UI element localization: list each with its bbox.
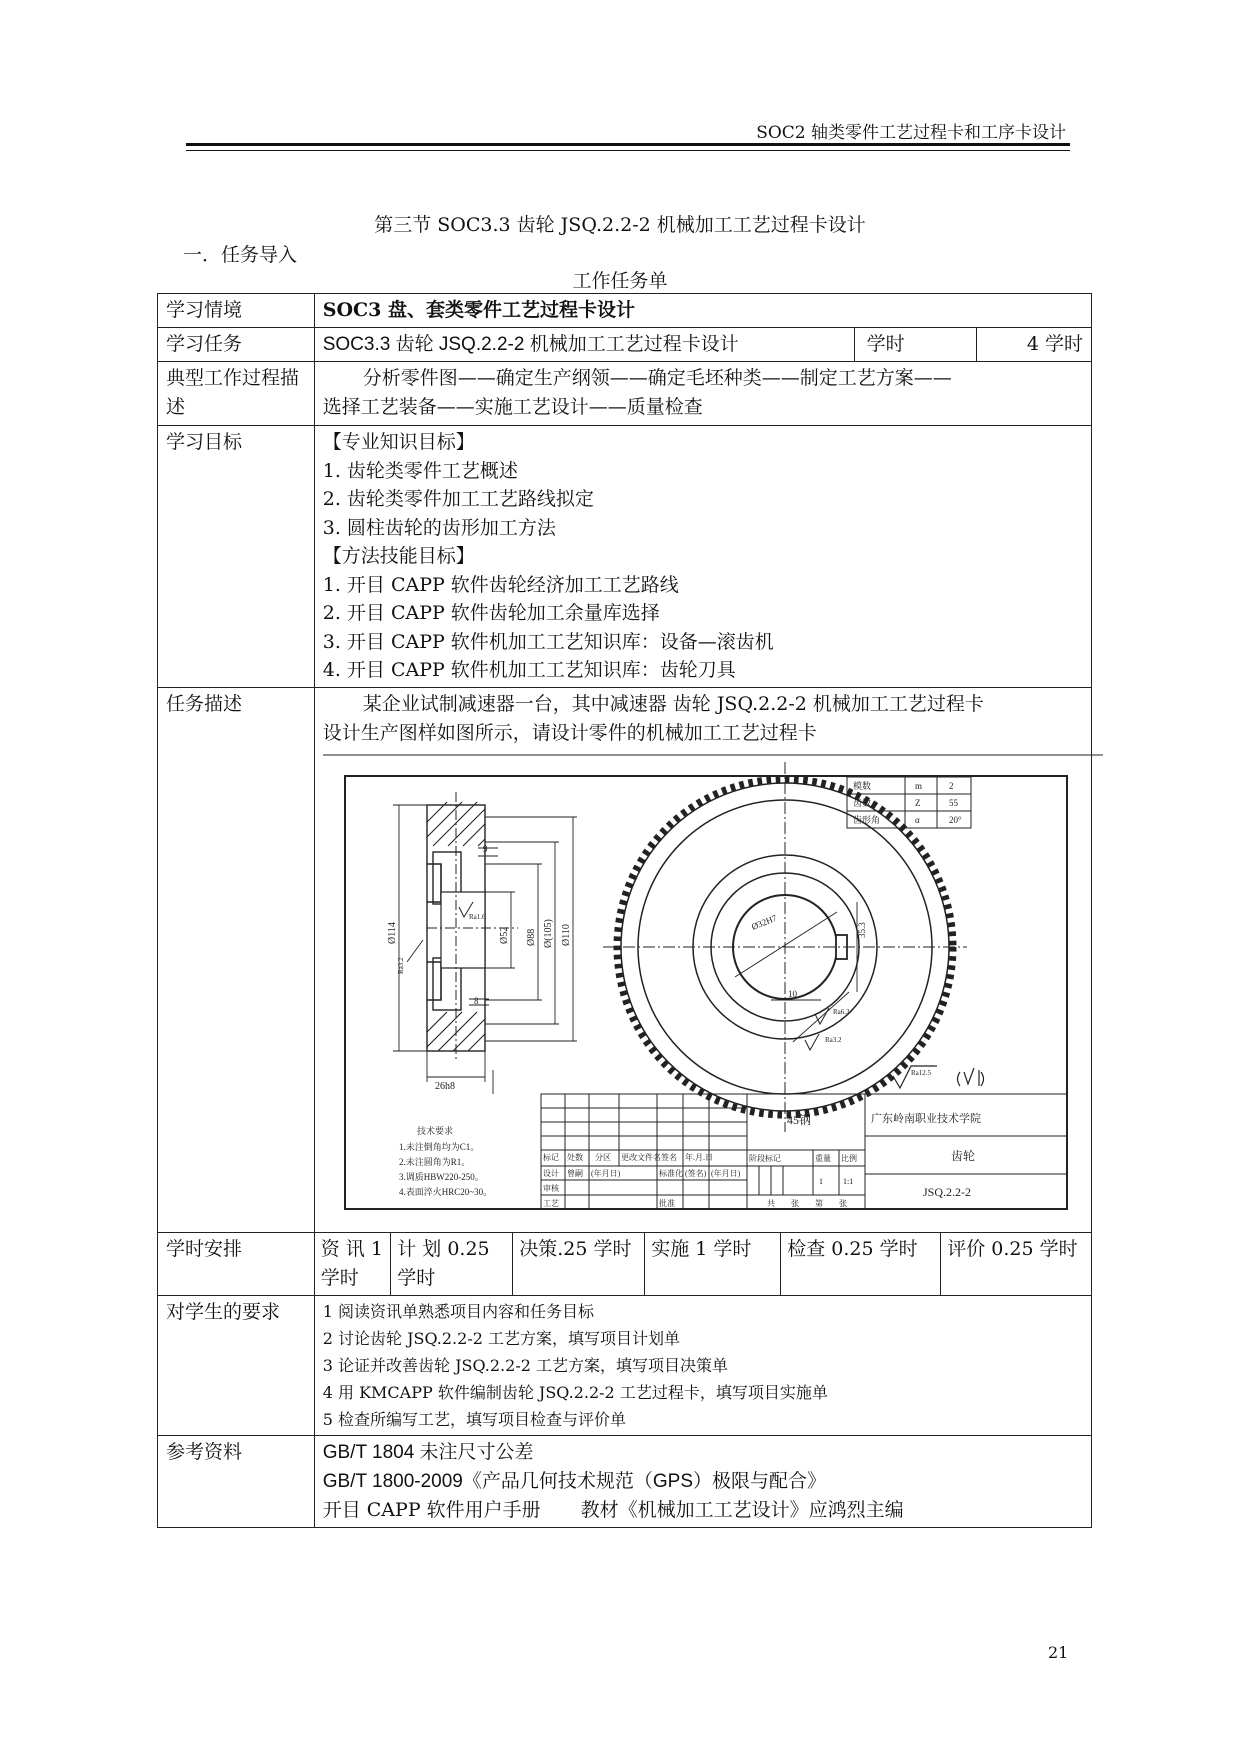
header-rule-thin — [186, 150, 1070, 151]
row-goals — [158, 426, 1092, 688]
param-value: 20° — [948, 814, 962, 825]
tb-craft: 工艺 — [542, 1198, 559, 1208]
reference-item: 教材《机械加工工艺设计》应鸿烈主编 — [580, 1498, 904, 1521]
dim-d52: Ø52 — [498, 926, 510, 944]
hours-label: 学时 — [854, 328, 976, 362]
tech-note: 4.表面淬火HRC20~30。 — [398, 1186, 492, 1197]
row-references — [158, 1435, 1092, 1527]
general-roughness — [893, 1066, 984, 1088]
tb-design: 设计 — [542, 1168, 559, 1178]
tb-design: (签名) — [684, 1168, 707, 1178]
tb-design: (年月日) — [710, 1168, 741, 1178]
row-requirements — [158, 1295, 1092, 1435]
tb-scale: 1:1 — [842, 1176, 853, 1186]
tb-material: 45钢 — [786, 1112, 811, 1127]
tech-note: 2.未注圆角为R1。 — [398, 1156, 470, 1167]
row-label: 参考资料 — [158, 1435, 315, 1527]
tb-sheets: 第 — [814, 1198, 823, 1208]
description-line: 某企业试制减速器一台，其中减速器 齿轮 JSQ.2.2-2 机械加工工艺过程卡 — [362, 692, 984, 715]
roughness-label: Ra12.5 — [910, 1068, 931, 1077]
schedule-item: 评价 0.25 学时 — [941, 1233, 1091, 1295]
roughness-label: Ra3.2 — [396, 956, 405, 974]
skill-header: 【方法技能目标】 — [322, 545, 475, 567]
description-line: 设计生产图样如图所示，请设计零件的机械加工工艺过程卡 — [322, 721, 817, 744]
dim-keyway: 8 — [473, 995, 479, 1006]
row-label: 任务描述 — [158, 687, 315, 1232]
tb-part: 齿轮 — [950, 1148, 975, 1163]
row-situation — [158, 294, 1092, 328]
requirement-item: 4 用 KMCAPP 软件编制齿轮 JSQ.2.2-2 工艺过程卡，填写项目实施单 — [322, 1382, 828, 1402]
reference-item: GB/T 1804 未注尺寸公差 — [322, 1441, 534, 1463]
schedule-item: 资 讯 1 学时 — [320, 1237, 383, 1289]
param-symbol: Z — [914, 797, 921, 808]
tb-stage: 比例 — [840, 1153, 857, 1163]
dim-d114: Ø114 — [386, 921, 398, 944]
dim-keyway-width: 10 — [787, 988, 797, 999]
row-label: 学习情境 — [158, 294, 315, 328]
dim-w26: 26h8 — [434, 1080, 455, 1092]
situation-value: SOC3 盘、套类零件工艺过程卡设计 — [314, 294, 1091, 328]
tb-col-label: 签名 — [660, 1152, 677, 1162]
knowledge-header: 【专业知识目标】 — [322, 431, 475, 453]
row-description — [158, 687, 1092, 1232]
requirement-item: 5 检查所编写工艺，填写项目检查与评价单 — [322, 1409, 627, 1429]
param-label: 齿形角 — [852, 814, 880, 825]
schedule-item: 实施 1 学时 — [645, 1233, 781, 1295]
skill-item: 1. 开目 CAPP 软件齿轮经济加工工艺路线 — [322, 573, 679, 596]
schedule-item: 决策.25 学时 — [513, 1233, 645, 1295]
tb-design: (年月日) — [590, 1168, 621, 1178]
reference-item: 开目 CAPP 软件用户手册 — [322, 1498, 541, 1521]
param-value: 55 — [948, 797, 958, 808]
tb-company: 广东岭南职业技术学院 — [870, 1112, 981, 1125]
row-schedule — [158, 1232, 1092, 1295]
page-number: 21 — [1048, 1643, 1069, 1662]
task-value: SOC3.3 齿轮 JSQ.2.2-2 机械加工工艺过程卡设计 — [314, 328, 854, 362]
schedule-item: 检查 0.25 学时 — [781, 1233, 941, 1295]
table-caption: 工作任务单 — [572, 270, 668, 292]
knowledge-item: 2. 齿轮类零件加工工艺路线拟定 — [322, 488, 594, 510]
title-block — [541, 1094, 1067, 1209]
row-process — [158, 362, 1092, 426]
knowledge-item: 3. 圆柱齿轮的齿形加工方法 — [322, 516, 556, 539]
row-label: 对学生的要求 — [158, 1295, 315, 1435]
header-rule-thick — [186, 143, 1070, 146]
tb-col-label: 标记 — [542, 1152, 559, 1162]
skill-item: 4. 开目 CAPP 软件机加工工艺知识库：齿轮刀具 — [322, 659, 736, 681]
dim-d110: Ø110 — [560, 923, 572, 946]
tb-approve: 批准 — [658, 1198, 675, 1208]
roughness-label: Ra3.2 — [824, 1035, 842, 1044]
gear-drawing — [323, 752, 1103, 1230]
tb-sheets: 张 — [838, 1198, 847, 1208]
tb-design: 曾嗣 — [566, 1168, 583, 1178]
schedule-item: 计 划 0.25 学时 — [391, 1233, 513, 1295]
intro-heading: 一．任务导入 — [183, 244, 298, 266]
row-task — [158, 328, 1092, 362]
tb-col-label: 年.月.日 — [684, 1152, 713, 1162]
roughness-label: Ra1.6 — [468, 912, 486, 921]
task-table — [157, 293, 1092, 1528]
goals-cell — [314, 426, 1091, 688]
tb-weight: 1 — [818, 1176, 823, 1186]
tb-col-label: 分区 — [594, 1152, 611, 1162]
running-header: SOC2 轴类零件工艺过程卡和工序卡设计 — [756, 123, 1066, 143]
tb-code: JSQ.2.2-2 — [922, 1184, 971, 1199]
param-label: 模数 — [852, 780, 871, 791]
process-line: 分析零件图——确定生产纲领——确定毛坯种类——制定工艺方案—— — [362, 367, 952, 389]
tb-stage: 重量 — [814, 1153, 831, 1163]
param-label: 齿数 — [852, 797, 871, 808]
requirement-item: 1 阅读资讯单熟悉项目内容和任务目标 — [322, 1301, 595, 1321]
dim-d105: Ø(105) — [542, 918, 554, 948]
dim-d88: Ø88 — [525, 928, 537, 946]
references-cell — [314, 1435, 1091, 1527]
knowledge-item: 1. 齿轮类零件工艺概述 — [322, 459, 518, 482]
tb-sheets: 张 — [790, 1198, 799, 1208]
param-symbol: α — [914, 814, 920, 825]
process-description — [314, 362, 1091, 426]
roughness-label: Ra6.3 — [832, 1007, 850, 1016]
tb-col-label: 处数 — [566, 1152, 583, 1162]
param-value: 2 — [948, 780, 954, 791]
dim-bore: Ø32H7 — [749, 912, 779, 932]
tb-review: 审核 — [542, 1183, 559, 1193]
requirements-cell — [314, 1295, 1091, 1435]
skill-item: 2. 开目 CAPP 软件齿轮加工余量库选择 — [322, 602, 660, 624]
row-label: 学习目标 — [158, 426, 315, 688]
skill-item: 3. 开目 CAPP 软件机加工工艺知识库：设备—滚齿机 — [322, 630, 774, 653]
row-label: 典型工作过程描述 — [158, 362, 315, 426]
requirement-item: 3 论证并改善齿轮 JSQ.2.2-2 工艺方案，填写项目决策单 — [322, 1355, 728, 1375]
tb-col-label: 更改文件名 — [620, 1152, 661, 1162]
tb-stage: 阶段标记 — [748, 1153, 781, 1163]
tb-sheets: 共 — [766, 1198, 775, 1208]
tech-notes-title: 技术要求 — [416, 1125, 453, 1136]
dim-keyway: 9 — [482, 843, 488, 854]
hours-value: 4 学时 — [976, 328, 1091, 362]
reference-item: GB/T 1800-2009《产品几何技术规范（GPS）极限与配合》 — [322, 1470, 826, 1492]
requirement-item: 2 讨论齿轮 JSQ.2.2-2 工艺方案，填写项目计划单 — [322, 1328, 680, 1348]
row-label: 学时安排 — [158, 1232, 315, 1295]
row-label: 学习任务 — [158, 328, 315, 362]
param-symbol: m — [914, 780, 922, 791]
schedule-table — [315, 1233, 1091, 1295]
tech-note: 3.调质HBW220-250。 — [398, 1171, 484, 1182]
tb-design: 标准化 — [658, 1168, 683, 1178]
section-title: 第三节 SOC3.3 齿轮 JSQ.2.2-2 机械加工工艺过程卡设计 — [374, 214, 866, 236]
dim-keyway-depth: 35.3 — [856, 921, 867, 938]
process-line: 选择工艺装备——实施工艺设计——质量检查 — [322, 396, 703, 418]
description-cell — [314, 687, 1091, 1232]
tech-note: 1.未注倒角均为C1。 — [398, 1141, 479, 1152]
